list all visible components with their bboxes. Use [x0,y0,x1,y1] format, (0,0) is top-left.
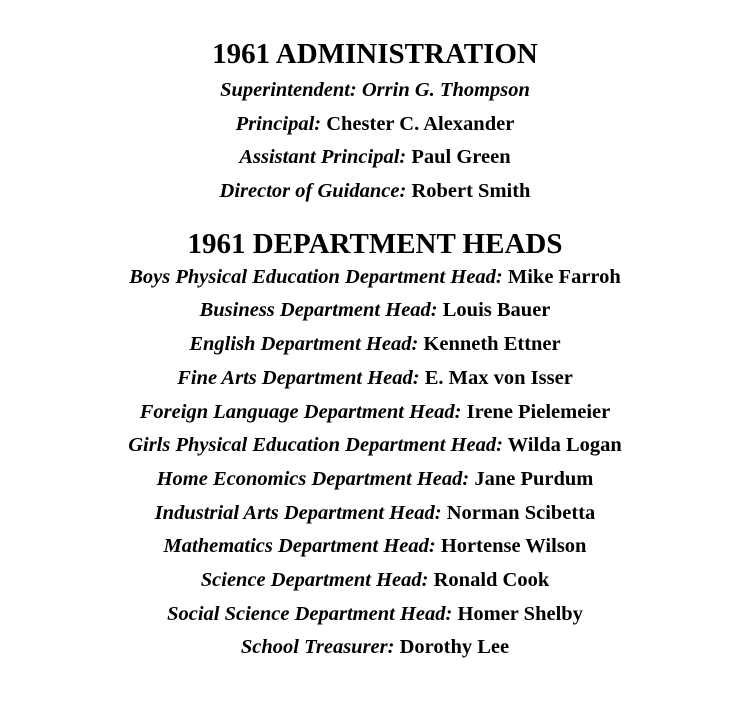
dept-name: E. Max von Isser [424,366,573,389]
dept-name: Irene Pielemeier [466,400,611,423]
admin-entry-director-of-guidance [0,175,750,209]
dept-role: Social Science Department Head: [167,602,453,625]
dept-name: Wilda Logan [507,434,622,457]
dept-role: Fine Arts Department Head: [177,366,420,389]
dept-entry [0,530,750,564]
dept-role: English Department Head: [189,333,419,356]
admin-role: Director of Guidance: [219,180,407,203]
dept-name: Kenneth Ettner [423,333,561,356]
admin-role: Assistant Principal: [239,146,407,169]
dept-entry [0,396,750,430]
administration-list [0,74,750,209]
department-heads-list [0,261,750,665]
admin-name: Chester C. Alexander [326,112,515,135]
admin-entry-assistant-principal [0,141,750,175]
dept-role: Boys Physical Education Department Head: [129,265,503,288]
dept-role: Business Department Head: [199,299,438,322]
dept-role: Girls Physical Education Department Head: [128,434,503,457]
dept-role: Home Economics Department Head: [156,467,470,490]
dept-name: Jane Purdum [474,467,594,490]
admin-entry-superintendent [0,74,750,108]
dept-role: Industrial Arts Department Head: [154,501,442,524]
dept-entry [0,294,750,328]
dept-name: Mike Farroh [507,265,621,288]
dept-role: School Treasurer: [240,636,395,659]
dept-name: Norman Scibetta [446,501,596,524]
dept-entry [0,497,750,531]
dept-entry [0,328,750,362]
dept-role: Science Department Head: [200,568,429,591]
dept-entry [0,463,750,497]
admin-role: Principal: [235,112,322,135]
dept-name: Hortense Wilson [440,535,587,558]
dept-name: Louis Bauer [442,299,551,322]
admin-entry-principal [0,108,750,142]
dept-name: Dorothy Lee [399,636,510,659]
department-heads-title: 1961 DEPARTMENT HEADS [187,227,563,260]
dept-entry [0,261,750,295]
administration-title: 1961 ADMINISTRATION [212,38,538,70]
dept-entry [0,564,750,598]
dept-name: Ronald Cook [433,568,550,591]
dept-entry [0,362,750,396]
dept-name: Homer Shelby [457,602,583,625]
admin-name: Robert Smith [411,180,531,203]
dept-entry [0,598,750,632]
dept-role: Mathematics Department Head: [163,535,436,558]
admin-role: Superintendent: Orrin G. Thompson [220,79,530,101]
admin-name: Paul Green [411,146,511,169]
dept-entry [0,631,750,665]
dept-role: Foreign Language Department Head: [139,400,462,423]
dept-entry [0,429,750,463]
